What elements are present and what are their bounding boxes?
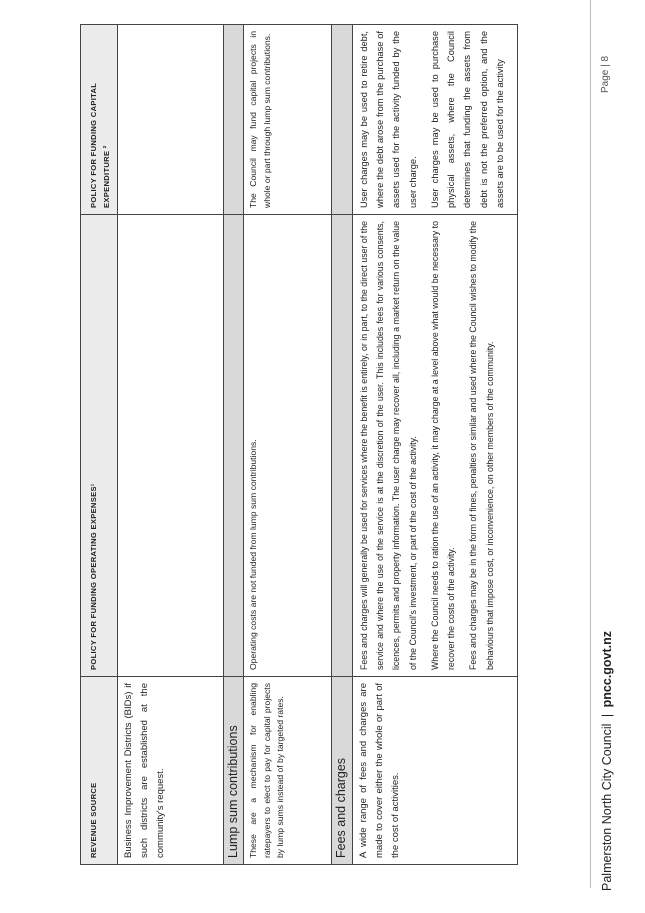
fees-capital-para-2: User charges may be used to purchase physical assets, where the Council determines that funding the assets from debt is not the preferred option, and the assets are to be used for the activity xyxy=(429,31,505,208)
header-revenue-source: REVENUE SOURCE xyxy=(81,677,118,865)
fees-operating-cell xyxy=(352,215,518,677)
lump-operating-cell: Operating costs are not funded from lump sum contributions. xyxy=(244,215,332,677)
lump-section-spacer-2 xyxy=(223,25,243,215)
page-number: Page | 8 xyxy=(600,55,611,93)
bid-operating-cell xyxy=(117,215,223,677)
footer-website-link[interactable]: pncc.govt.nz xyxy=(600,630,614,708)
fees-capital-para-1: User charges may be used to retire debt, where the debt arose from the purchase of assets used for the activity funded by the user charge. xyxy=(358,31,418,208)
lump-row xyxy=(244,25,332,865)
lump-section-row xyxy=(223,25,243,865)
footer xyxy=(600,31,624,891)
fees-section-row xyxy=(332,25,352,865)
fees-source-cell: A wide range of fees and charges are made to cover either the whole or part of the cost of activities. xyxy=(352,677,518,865)
fees-section-heading: Fees and charges xyxy=(332,677,352,865)
fees-section-spacer xyxy=(332,215,352,677)
footer-council-name: Palmerston North City Council xyxy=(600,723,614,891)
revenue-funding-table xyxy=(80,24,518,865)
fees-section-spacer-2 xyxy=(332,25,352,215)
lump-capital-cell: The Council may fund capital projects in whole or part through lump sum contributions. xyxy=(244,25,332,215)
fees-row xyxy=(352,25,518,865)
footer-separator: | xyxy=(600,713,614,718)
header-row xyxy=(81,25,118,865)
lump-source-cell: These are a mechanism for enabling ratepayers to elect to pay for capital projects by lump sums instead of by targeted rates. xyxy=(244,677,332,865)
bid-row xyxy=(117,25,223,865)
fees-operating-para-3: Fees and charges may be in the form of fines, penalties or similar and used where the Council wishes to modify the behaviours that impose cost, or inconvenience, on other members of the community. xyxy=(468,221,495,670)
bid-capital-cell xyxy=(117,25,223,215)
header-operating-expenses: POLICY FOR FUNDING OPERATING EXPENSES¹ xyxy=(81,215,118,677)
header-capital-expenditure: POLICY FOR FUNDING CAPITAL EXPENDITURE ² xyxy=(81,25,118,215)
lump-section-heading: Lump sum contributions xyxy=(223,677,243,865)
bid-source-cell: Business Improvement Districts (BIDs) if such districts are established at the community's request. xyxy=(117,677,223,865)
lump-section-spacer xyxy=(223,215,243,677)
fees-operating-para-2: Where the Council needs to ration the use of an activity, it may charge at a level above what would be necessary to recover the costs of the activity. xyxy=(429,221,457,670)
fees-capital-cell xyxy=(352,25,518,215)
fees-operating-para-1: Fees and charges will generally be used for services where the benefit is entirely, or in part, to the direct user of the service and where the use of the service is at the discretion of the user. This includes fees for various consents, licences, permits and property information. The user charge may recover all, including a market return on the value of the Council's investment, or part of the cost of the activity. xyxy=(358,221,418,670)
footer-rule xyxy=(590,0,591,888)
